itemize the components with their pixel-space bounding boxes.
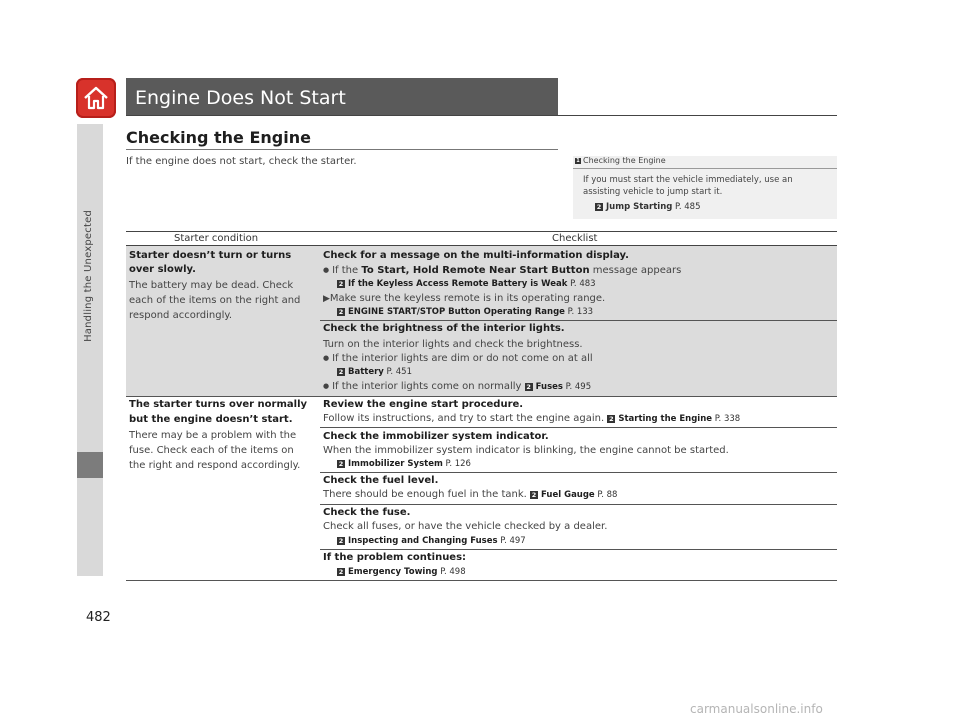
row2-check1-line xyxy=(323,413,740,424)
home-icon xyxy=(82,84,110,112)
row1-check1-title: Check for a message on the multi-information display. xyxy=(323,250,629,261)
reference-arrow-icon: 2 xyxy=(338,567,344,576)
row2-check3-text: There should be enough fuel in the tank. xyxy=(323,489,527,500)
note-box xyxy=(573,156,837,219)
table-top-rule xyxy=(126,231,837,232)
row1-condition-desc-2: each of the items on the right and xyxy=(129,295,301,306)
row2-check2-title: Check the immobilizer system indicator. xyxy=(323,431,549,442)
section-heading: Checking the Engine xyxy=(126,128,311,147)
row2-check5-ref[interactable] xyxy=(337,567,466,577)
reference-arrow-icon: 2 xyxy=(338,459,344,468)
row2-divider-4 xyxy=(320,549,837,550)
table-header-checklist: Checklist xyxy=(552,233,598,244)
note-heading xyxy=(573,156,837,169)
row1-condition-title-1: Starter doesn’t turn or turns xyxy=(129,250,292,261)
note-body xyxy=(583,174,828,198)
section-tab-label: Handling the Unexpected xyxy=(83,210,94,342)
row2-check5-ref-title: Emergency Towing xyxy=(348,567,438,577)
row2-check1-ref-title: Starting the Engine xyxy=(618,414,713,424)
watermark: carmanualsonline.info xyxy=(690,702,823,716)
row2-check3-ref[interactable] xyxy=(530,490,617,500)
row1-check1-ref2[interactable] xyxy=(337,307,593,317)
intro-text: If the engine does not start, check the starter. xyxy=(126,156,357,167)
note-ref-page: P. 485 xyxy=(675,202,701,212)
row2-check1-ref[interactable] xyxy=(607,414,740,424)
row2-condition-desc-1: There may be a problem with the xyxy=(129,430,297,441)
row2-divider-3 xyxy=(320,504,837,505)
note-ref-link[interactable] xyxy=(595,202,700,212)
row2-check2-ref[interactable] xyxy=(337,459,471,469)
row1-check1-arrow-text: Make sure the keyless remote is in its operating range. xyxy=(329,293,606,304)
sidebar-tab-marker xyxy=(77,452,103,478)
triangle-right-icon: ▶ xyxy=(323,294,330,304)
row2-check4-ref-title: Inspecting and Changing Fuses xyxy=(348,536,498,546)
row2-condition-desc-2: fuse. Check each of the items on xyxy=(129,445,294,456)
row2-check4-ref-page: P. 497 xyxy=(500,536,526,546)
table-header-condition: Starter condition xyxy=(174,233,259,244)
row2-check4-text: Check all fuses, or have the vehicle checked by a dealer. xyxy=(323,521,608,532)
row2-check1-title: Review the engine start procedure. xyxy=(323,399,524,410)
row2-check5-ref-page: P. 498 xyxy=(440,567,466,577)
reference-arrow-icon: 2 xyxy=(338,307,344,316)
row2-check4-title: Check the fuse. xyxy=(323,507,411,518)
reference-arrow-icon: 2 xyxy=(609,414,614,423)
reference-arrow-icon: 2 xyxy=(338,536,344,545)
table-bottom-rule xyxy=(126,580,837,581)
row2-check1-ref-page: P. 338 xyxy=(714,414,741,424)
page-title-bar xyxy=(126,78,558,116)
row1-check1-ref2-page: P. 133 xyxy=(567,307,594,317)
row2-condition-title-2: but the engine doesn’t start. xyxy=(129,414,293,425)
row2-check5-title: If the problem continues: xyxy=(323,552,467,563)
row1-check2-bullet1: ● If the interior lights are dim or do not come on at all xyxy=(323,353,593,364)
row1-check1-bullet-post: message appears xyxy=(592,265,682,276)
row2-check2-text: When the immobilizer system indicator is blinking, the engine cannot be started. xyxy=(323,445,729,456)
reference-arrow-icon: 2 xyxy=(338,279,344,288)
note-line-1: If you must start the vehicle immediately, use an xyxy=(583,175,793,185)
row1-check1-bullet xyxy=(323,265,681,276)
row1-check1-ref2-title: ENGINE START/STOP Button Operating Range xyxy=(348,307,565,317)
page-title: Engine Does Not Start xyxy=(135,87,346,109)
row1-check2-bullet2-text: If the interior lights come on normally xyxy=(332,381,522,392)
row-separator xyxy=(126,396,837,397)
row2-check1-text: Follow its instructions, and try to start the engine again. xyxy=(323,413,605,424)
row1-check1-ref1-page: P. 483 xyxy=(570,279,596,289)
title-rule xyxy=(126,115,837,116)
note-icon: 1 xyxy=(576,157,580,164)
note-heading-text: Checking the Engine xyxy=(583,156,666,165)
row1-check2-ref2[interactable] xyxy=(525,382,591,392)
row1-check1-arrow-line xyxy=(323,293,605,304)
row2-check3-ref-page: P. 88 xyxy=(597,490,618,500)
row2-divider-2 xyxy=(320,472,837,473)
row1-check2-text: Turn on the interior lights and check the brightness. xyxy=(323,339,583,350)
row1-condition-title-2: over slowly. xyxy=(129,264,196,275)
row2-condition-desc-3: the right and respond accordingly. xyxy=(129,460,301,471)
row2-check3-ref-title: Fuel Gauge xyxy=(541,490,595,500)
sidebar-tab xyxy=(77,124,103,576)
row2-check2-ref-page: P. 126 xyxy=(445,459,471,469)
row2-check4-ref[interactable] xyxy=(337,536,526,546)
row2-divider-1 xyxy=(320,427,837,428)
row2-check3-title: Check the fuel level. xyxy=(323,475,439,486)
row1-check2-ref1-page: P. 451 xyxy=(386,367,412,377)
section-rule xyxy=(126,149,558,150)
row1-check1-bullet-bold: To Start, Hold Remote Near Start Button xyxy=(361,265,590,276)
reference-arrow-icon: 2 xyxy=(596,202,602,211)
row1-check2-bullet2 xyxy=(323,381,591,392)
row1-check1-ref1-title: If the Keyless Access Remote Battery is Weak xyxy=(348,279,568,289)
row1-check2-ref2-title: Fuses xyxy=(535,382,563,392)
row2-check2-ref-title: Immobilizer System xyxy=(348,459,443,469)
home-button[interactable] xyxy=(76,78,116,118)
reference-arrow-icon: 2 xyxy=(526,382,531,391)
row2-condition-title-1: The starter turns over normally xyxy=(129,399,308,410)
reference-arrow-icon: 2 xyxy=(531,490,537,499)
reference-arrow-icon: 2 xyxy=(338,367,344,376)
row1-check1-ref1[interactable] xyxy=(337,279,596,289)
page-number: 482 xyxy=(86,610,111,625)
row1-check2-ref1[interactable] xyxy=(337,367,412,377)
note-line-2: assisting vehicle to jump start it. xyxy=(583,187,723,197)
row1-condition-desc-3: respond accordingly. xyxy=(129,310,233,321)
row2-check3-line xyxy=(323,489,617,500)
row1-check1-bullet-pre: If the xyxy=(332,265,359,276)
note-ref-title: Jump Starting xyxy=(606,202,673,212)
row1-check2-ref1-title: Battery xyxy=(348,367,384,377)
row1-divider xyxy=(320,320,837,321)
row1-check2-ref2-page: P. 495 xyxy=(565,382,592,392)
row1-condition-desc-1: The battery may be dead. Check xyxy=(129,280,294,291)
row1-check2-title: Check the brightness of the interior lights. xyxy=(323,323,565,334)
